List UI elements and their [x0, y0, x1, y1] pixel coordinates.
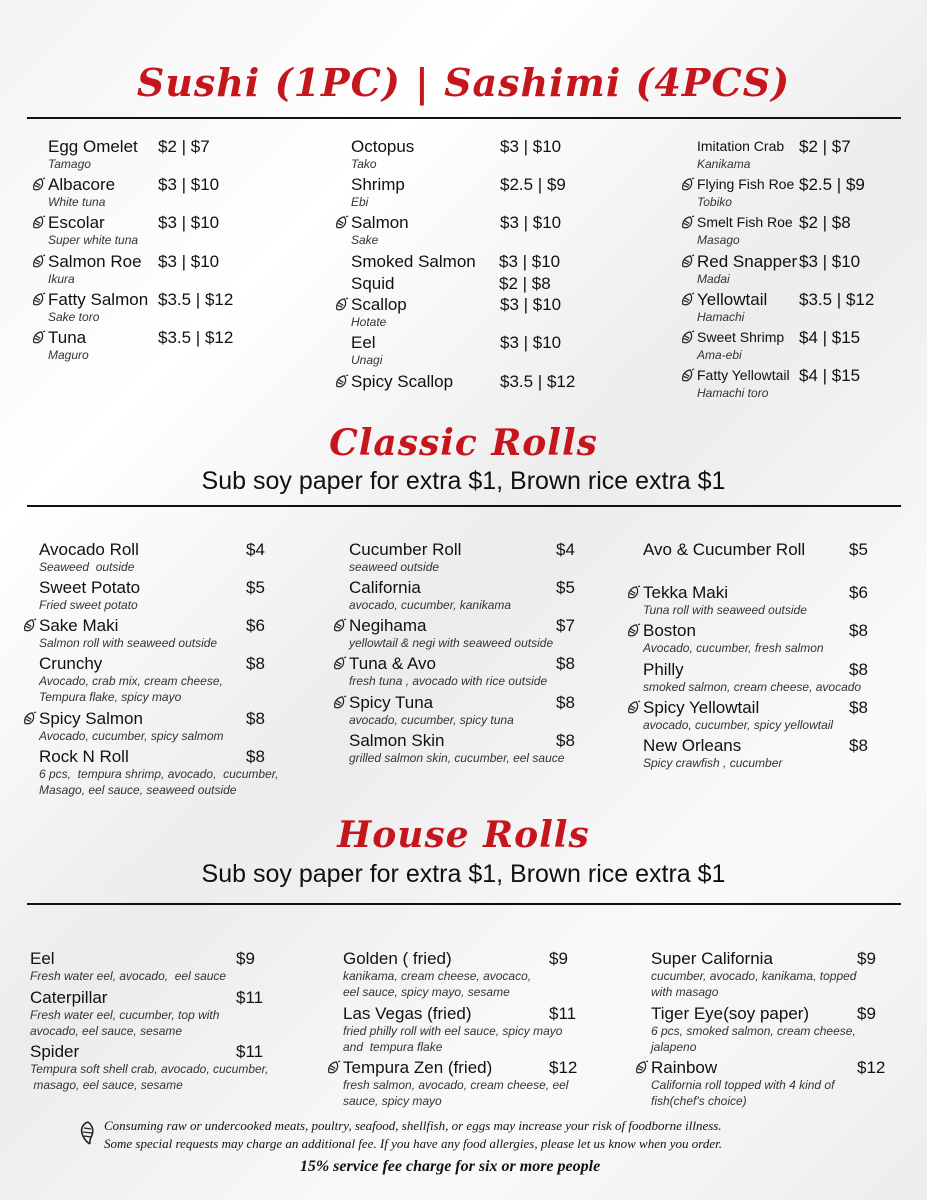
item-description: White tuna: [48, 195, 106, 209]
item-name: Imitation Crab: [697, 138, 785, 154]
item-description: Tempura soft shell crab, avocado, cucumber, masago, eel sauce, sesame: [30, 1062, 269, 1092]
item-description: avocado, cucumber, spicy yellowtail: [643, 718, 834, 732]
item-description: kanikama, cream cheese, avocaco, eel sauce, spicy mayo, sesame: [343, 969, 532, 999]
fish-icon: [680, 368, 695, 383]
item-price: $2.5 | $9: [500, 175, 566, 194]
item-description: Super white tuna: [48, 233, 139, 247]
item-description: Tamago: [48, 157, 91, 171]
item-description: Sake toro: [48, 310, 100, 324]
item-price: $9: [236, 949, 255, 968]
fish-icon: [332, 695, 347, 710]
fish-icon: [626, 585, 641, 600]
fish-icon: [680, 254, 695, 269]
item-price: $9: [857, 949, 876, 968]
fish-icon: [626, 623, 641, 638]
item-price: $8: [849, 621, 868, 640]
fish-icon: [22, 618, 37, 633]
item-price: $8: [849, 660, 868, 679]
fish-icon: [22, 711, 37, 726]
item-description: fried philly roll with eel sauce, spicy mayo and tempura flake: [343, 1024, 563, 1054]
item-price: $8: [556, 731, 575, 750]
item-price: $3 | $10: [158, 252, 220, 271]
item-description: Masago: [697, 233, 740, 247]
item-price: $3.5 | $12: [799, 290, 875, 309]
item-name: Eel: [351, 333, 376, 352]
item-price: $2 | $7: [799, 137, 851, 156]
item-price: $9: [857, 1004, 876, 1023]
item-description: Tako: [351, 157, 377, 171]
item-name: Las Vegas (fried): [343, 1004, 472, 1023]
item-name: Sake Maki: [39, 616, 119, 635]
item-name: Squid: [351, 274, 395, 293]
item-price: $2.5 | $9: [799, 175, 865, 194]
item-price: $3 | $10: [500, 137, 562, 156]
item-name: Spicy Salmon: [39, 709, 143, 728]
item-name: Rock N Roll: [39, 747, 129, 766]
item-name: Escolar: [48, 213, 105, 232]
item-description: avocado, cucumber, kanikama: [349, 598, 512, 612]
item-description: fresh salmon, avocado, cream cheese, eel sauce, spicy mayo: [343, 1078, 569, 1108]
sushi-divider: [27, 117, 901, 119]
item-price: $8: [246, 709, 265, 728]
item-name: Crunchy: [39, 654, 103, 673]
item-description: Avocado, crab mix, cream cheese, Tempura flake, spicy mayo: [39, 674, 223, 704]
item-description: California roll topped with 4 kind of fish(chef's choice): [651, 1078, 835, 1108]
item-name: Cucumber Roll: [349, 540, 462, 559]
item-name: Salmon: [351, 213, 409, 232]
item-description: Hotate: [351, 315, 387, 329]
item-name: Boston: [643, 621, 696, 640]
item-name: Smoked Salmon: [351, 252, 476, 271]
item-price: $3 | $10: [500, 295, 562, 314]
fish-icon: [78, 1120, 98, 1146]
item-description: smoked salmon, cream cheese, avocado: [643, 680, 862, 694]
item-description: Ikura: [48, 272, 75, 286]
fish-icon: [31, 177, 46, 192]
item-description: Tobiko: [697, 195, 732, 209]
item-name: Spicy Tuna: [349, 693, 434, 712]
item-price: $8: [849, 698, 868, 717]
item-description: Seaweed outside: [39, 560, 135, 574]
item-description: Fried sweet potato: [39, 598, 138, 612]
item-price: $5: [849, 540, 868, 559]
item-price: $12: [857, 1058, 886, 1077]
item-price: $5: [556, 578, 575, 597]
item-description: Unagi: [351, 353, 383, 367]
item-name: Golden ( fried): [343, 949, 452, 968]
item-price: $8: [556, 693, 575, 712]
item-price: $3.5 | $12: [158, 328, 234, 347]
item-description: Kanikama: [697, 157, 751, 171]
item-description: Fresh water eel, cucumber, top with avocado, eel sauce, sesame: [30, 1008, 220, 1038]
item-price: $5: [246, 578, 265, 597]
item-description: yellowtail & negi with seaweed outside: [349, 636, 554, 650]
item-price: $3 | $10: [499, 252, 561, 271]
item-price: $6: [849, 583, 868, 602]
house-rolls-note: Sub soy paper for extra $1, Brown rice extra $1: [201, 860, 726, 888]
item-price: $8: [556, 654, 575, 673]
item-name: Red Snapper: [697, 252, 798, 271]
item-name: Salmon Roe: [48, 252, 142, 271]
fish-icon: [334, 215, 349, 230]
item-price: $3.5 | $12: [500, 372, 576, 391]
item-name: Caterpillar: [30, 988, 108, 1007]
item-description: Fresh water eel, avocado, eel sauce: [30, 969, 227, 983]
item-description: Maguro: [48, 348, 89, 362]
item-description: Ebi: [351, 195, 369, 209]
item-description: Salmon roll with seaweed outside: [39, 636, 218, 650]
item-description: Avocado, cucumber, fresh salmon: [643, 641, 824, 655]
item-price: $2 | $7: [158, 137, 210, 156]
item-description: 6 pcs, smoked salmon, cream cheese, jalapeno: [651, 1024, 856, 1054]
item-price: $8: [246, 747, 265, 766]
item-description: Hamachi: [697, 310, 745, 324]
fish-icon: [680, 330, 695, 345]
item-name: Fatty Yellowtail: [697, 367, 790, 383]
item-name: Sweet Shrimp: [697, 329, 785, 345]
item-price: $3 | $10: [158, 175, 220, 194]
fish-icon: [31, 254, 46, 269]
item-name: California: [349, 578, 421, 597]
item-name: Philly: [643, 660, 684, 679]
item-price: $8: [246, 654, 265, 673]
fish-icon: [626, 700, 641, 715]
item-name: Scallop: [351, 295, 407, 314]
item-price: $4 | $15: [799, 366, 861, 385]
item-name: Yellowtail: [697, 290, 768, 309]
item-price: $12: [549, 1058, 578, 1077]
item-price: $6: [246, 616, 265, 635]
classic-rolls-note: Sub soy paper for extra $1, Brown rice extra $1: [201, 467, 726, 495]
item-name: Tempura Zen (fried): [343, 1058, 493, 1077]
item-price: $4: [556, 540, 575, 559]
item-description: Madai: [697, 272, 730, 286]
item-name: Egg Omelet: [48, 137, 138, 156]
fish-icon: [334, 297, 349, 312]
item-price: $2 | $8: [499, 274, 551, 293]
item-description: grilled salmon skin, cucumber, eel sauce: [349, 751, 565, 765]
item-price: $11: [549, 1004, 577, 1023]
item-name: Tekka Maki: [643, 583, 729, 602]
item-name: Avocado Roll: [39, 540, 139, 559]
fish-icon: [680, 215, 695, 230]
classic-rolls-title: Classic Rolls: [329, 422, 598, 464]
item-price: $7: [556, 616, 575, 635]
item-price: $9: [549, 949, 568, 968]
item-description: seaweed outside: [349, 560, 440, 574]
sushi-section-title: Sushi (1PC) | Sashimi (4PCS): [136, 60, 791, 105]
item-price: $3 | $10: [799, 252, 861, 271]
house-divider: [27, 903, 901, 905]
item-name: Spicy Scallop: [351, 372, 454, 391]
item-name: New Orleans: [643, 736, 742, 755]
item-name: Sweet Potato: [39, 578, 141, 597]
item-description: 6 pcs, tempura shrimp, avocado, cucumber, Masago, eel sauce, seaweed outside: [39, 767, 279, 797]
item-price: $11: [236, 1042, 264, 1061]
item-name: Rainbow: [651, 1058, 718, 1077]
service-fee-note: 15% service fee charge for six or more people: [299, 1158, 601, 1175]
item-name: Negihama: [349, 616, 427, 635]
item-price: $4: [246, 540, 265, 559]
item-price: $3.5 | $12: [158, 290, 234, 309]
item-name: Shrimp: [351, 175, 405, 194]
item-name: Tuna & Avo: [349, 654, 436, 673]
house-rolls-title: House Rolls: [337, 814, 590, 856]
item-description: Sake: [351, 233, 379, 247]
item-description: avocado, cucumber, spicy tuna: [349, 713, 514, 727]
item-name: Eel: [30, 949, 55, 968]
item-name: Spicy Yellowtail: [643, 698, 760, 717]
item-name: Tuna: [48, 328, 87, 347]
item-description: fresh tuna , avocado with rice outside: [349, 674, 548, 688]
item-description: cucumber, avocado, kanikama, topped with masago: [651, 969, 857, 999]
classic-divider: [27, 505, 901, 507]
item-price: $8: [849, 736, 868, 755]
disclaimer-requests: Some special requests may charge an additional fee. If you have any food allergies, please let us know when you order.: [104, 1136, 722, 1151]
item-name: Smelt Fish Roe: [697, 214, 793, 230]
fish-icon: [31, 215, 46, 230]
item-name: Super California: [651, 949, 773, 968]
item-name: Octopus: [351, 137, 415, 156]
item-name: Tiger Eye(soy paper): [651, 1004, 810, 1023]
item-price: $4 | $15: [799, 328, 861, 347]
item-description: Spicy crawfish , cucumber: [643, 756, 783, 770]
disclaimer-raw: Consuming raw or undercooked meats, poultry, seafood, shellfish, or eggs may increase your risk of foodborne illness.: [104, 1118, 722, 1133]
item-name: Salmon Skin: [349, 731, 445, 750]
item-price: $3 | $10: [500, 333, 562, 352]
item-price: $3 | $10: [158, 213, 220, 232]
fish-icon: [332, 656, 347, 671]
item-name: Flying Fish Roe: [697, 176, 795, 192]
fish-icon: [31, 292, 46, 307]
fish-icon: [334, 374, 349, 389]
fish-icon: [680, 292, 695, 307]
fish-icon: [680, 177, 695, 192]
item-name: Spider: [30, 1042, 80, 1061]
item-name: Fatty Salmon: [48, 290, 149, 309]
fish-icon: [332, 618, 347, 633]
item-price: $11: [236, 988, 264, 1007]
item-description: Ama-ebi: [697, 348, 742, 362]
fish-icon: [326, 1060, 341, 1075]
item-description: Hamachi toro: [697, 386, 769, 400]
item-description: Tuna roll with seaweed outside: [643, 603, 807, 617]
item-price: $2 | $8: [799, 213, 851, 232]
fish-icon: [31, 330, 46, 345]
item-price: $3 | $10: [500, 213, 562, 232]
item-name: Albacore: [48, 175, 116, 194]
item-name: Avo & Cucumber Roll: [643, 540, 806, 559]
fish-icon: [634, 1060, 649, 1075]
item-description: Avocado, cucumber, spicy salmom: [39, 729, 224, 743]
